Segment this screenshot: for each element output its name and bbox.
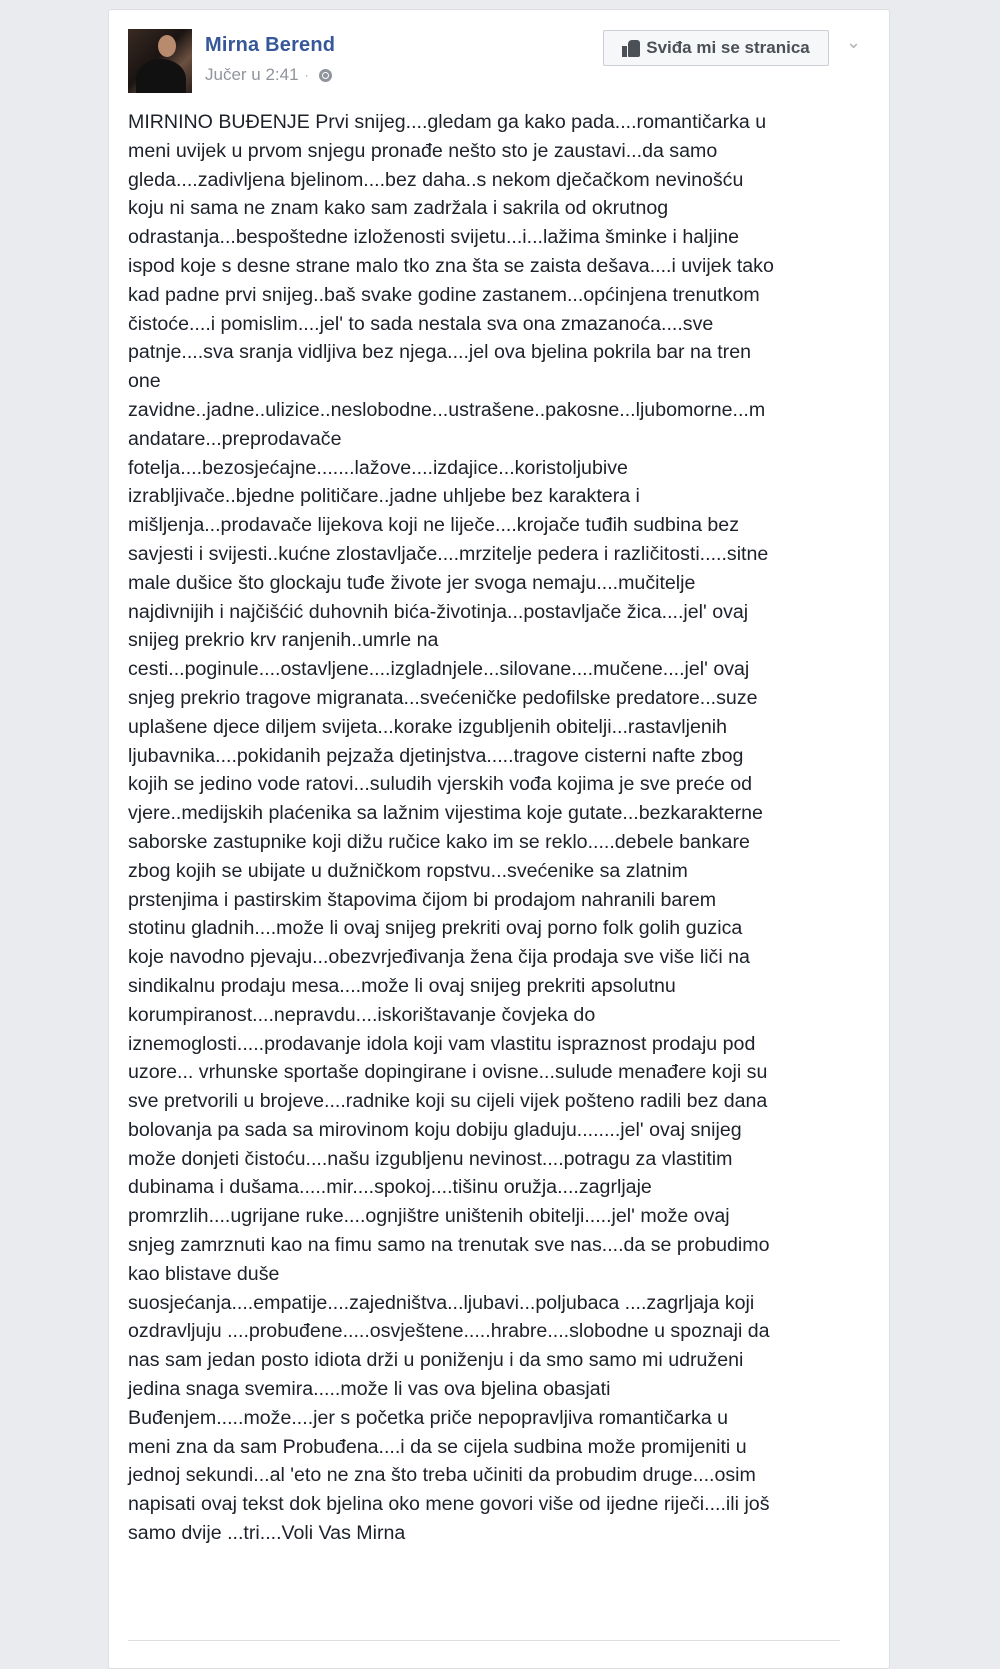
avatar-body	[136, 59, 186, 93]
post-text: MIRNINO BUĐENJE Prvi snijeg....gledam ga kako pada....romantičarka u meni uvijek u prvom snjegu pronađe nešto sto je zaustavi...da samo gleda....zadivljena bjelinom....bez daha..s nekom dječačkom nevinošću koju ni sama ne znam kako sam zadržala i sakrila od okrutnog odrastanja...bespoštedne izloženosti svijetu...i...lažima šminke i haljine ispod koje s desne strane malo tko zna šta se zaista dešava....i uvijek tako kad padne prvi snijeg..baš svake godine zastanem...općinjena trenutkom čistoće....i pomislim....jel' to sada nestala sva ona zmazanoća....sve patnje....sva sranja vidljiva bez njega....jel ova bjelina pokrila bar na tren one zavidne..jadne..ulizice..neslobodne...ustrašene..pakosne...ljubomorne...m andatare...preprodavače fotelja....bezosjećajne.......lažove....izdajice...koristoljubive izrabljivače..bjedne političare..jadne uhljebe bez karaktera i mišljenja...prodavače lijekova koji ne liječe....krojače tuđih sudbina bez savjesti i svijesti..kućne zlostavljače....mrzitelje pedera i različitosti.....sitne male dušice što glockaju tuđe živote jer svoga nemaju....mučitelje najdivnijih i najčišćić duhovnih bića-životinja...postavljače žica....jel' ovaj snijeg prekrio krv ranjenih..umrle na cesti...poginule....ostavljene....izgladnjele...silovane....mučene....jel' ovaj snjeg prekrio tragove migranata...svećeničke pedofilske predatore...suze uplašene djece diljem svijeta...korake izgubljenih obitelji...rastavljenih ljubavnika....pokidanih pejzaža djetinjstva.....tragove cisterni nafte zbog kojih se jedino vode ratovi...suludih vjerskih vođa kojima je sve preće od vjere..medijskih plaćenika sa lažnim vijestima koje gutate...bezkarakterne saborske zastupnike koji dižu ručice kako im se reklo.....debele bankare zbog kojih se ubijate u dužničkom ropstvu...svećenike sa zlatnim prstenjima i pastirskim štapovima čijom bi prodajom nahranili barem stotinu gladnih....može li ovaj snijeg prekriti ovaj porno folk golih guzica koje navodno pjevaju...obezvrjeđivanja žena čija prodaja sve više liči na sindikalnu prodaju mesa....može li ovaj snijeg prekriti apsolutnu korumpiranost....nepravdu....iskorištavanje čovjeka do iznemoglosti.....prodavanje idola koji vam vlastitu ispraznost prodaju pod uzore... vrhunske sportaše dopingirane i ovisne...sulude menađere koji su sve pretvorili u brojeve....radnike koji su cijeli vijek pošteno radili bez dana bolovanja pa sada sa mirovinom koju dobiju gladuju........jel' ovaj snijeg može donjeti čistoću....našu izgubljenu nevinost....potragu za vlastitim dubinama i dušama.....mir....spokoj....tišinu oružja....zagrljaje promrzlih....ugrijane ruke....ognjištre uništenih obitelji.....jel' može ovaj snjeg zamrznuti kao na fimu samo na trenutak sve nas....da se probudimo kao blistave duše suosjećanja....empatije....zajedništva...ljubavi...poljubaca ....zagrljaja koji ozdravljuju ....probuđene.....osvještene.....hrabre....slobodne u spoznaji da nas sam jedan posto idiota drži u poniženju i da smo samo mi udruženi jedina snaga svemira.....može li vas ova bjelina obasjati Buđenjem.....može....jer s početka priče nepopravljiva romantičarka u meni zna da sam Probuđena....i da se cijela sudbina može promijeniti u jednoj sekundi...al 'eto ne zna što treba učiniti da probudim druge....osim napisati ovaj tekst dok bjelina oko mene govori više od ijedne riječi....ili još samo dvije ...tri....Voli Vas Mirna	[128, 111, 774, 1545]
post-card	[108, 9, 890, 1669]
like-page-button[interactable]	[603, 30, 829, 66]
like-page-label: Sviđa mi se stranica	[646, 38, 810, 57]
author-name[interactable]: Mirna Berend	[205, 34, 336, 56]
thumbs-up-icon	[622, 39, 640, 57]
post-meta	[205, 65, 332, 85]
divider	[128, 1640, 840, 1641]
post-timestamp[interactable]: Jučer u 2:41	[205, 65, 299, 84]
avatar[interactable]	[128, 29, 192, 93]
globe-icon[interactable]	[319, 69, 332, 82]
avatar-face	[158, 35, 176, 57]
chevron-down-icon[interactable]: ⌄	[846, 32, 862, 52]
meta-separator: ·	[304, 68, 309, 82]
